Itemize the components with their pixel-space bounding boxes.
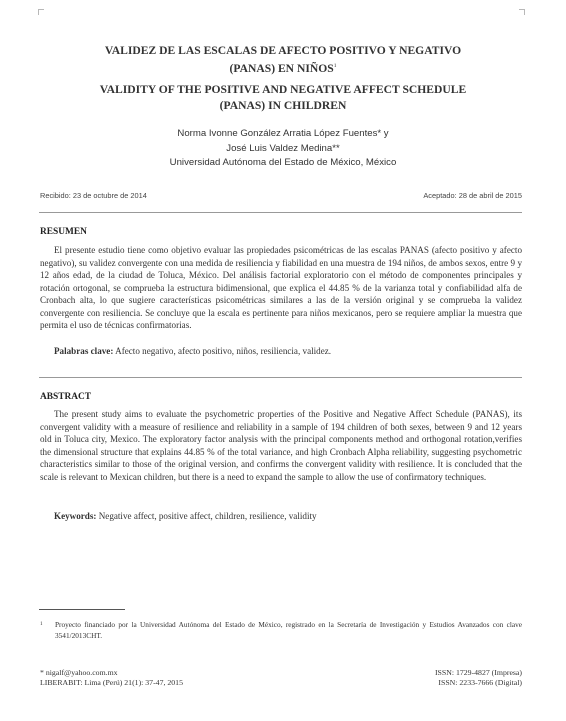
affiliation: Universidad Autónoma del Estado de México, México [169, 157, 397, 168]
abstract-paragraph: The present study aims to evaluate the psychometric properties of the Positive and Negative Affect Schedule (PANAS), its convergent validity with a measure of resilience and reliability in a sample of 194 children of both sexes, between 9 and 12 years old in Toluca city, Mexico. The exploratory factor analysis with the principal components method and orthogonal rotation,verifies the dimensional structure that explains 44.85 % of the total variance, and high Cronbach Alpha reliability, suggesting psychometric characteristics similar to those of the original version, and confirms the convergent validity with resilience. It is concluded that the scale is relevant to Mexican children, but there is a need to expand the sample to allow the use of confirmatory techniques. [40, 409, 522, 482]
authors-line1: Norma Ivonne González Arratia López Fuentes* y [177, 128, 389, 139]
author-email: * nigalf@yahoo.com.mx [40, 668, 118, 677]
resumen-heading: RESUMEN [40, 227, 87, 237]
journal-citation: LIBERABIT: Lima (Perú) 21(1): 37-47, 2015 [40, 678, 183, 687]
author-block [40, 127, 526, 171]
issn-digital: ISSN: 2233-7666 (Digital) [438, 678, 522, 687]
title-spanish-line2: (PANAS) EN NIÑOS [229, 61, 334, 75]
divider-middle [39, 377, 522, 378]
accepted-date: Aceptado: 28 de abril de 2015 [423, 191, 522, 200]
divider-top [39, 212, 522, 213]
footer-left [40, 668, 183, 688]
crop-mark-left [38, 9, 44, 15]
title-english [40, 82, 526, 113]
title-english-line2: (PANAS) IN CHILDREN [219, 98, 347, 112]
abstract-heading: ABSTRACT [40, 392, 92, 402]
authors-line2: José Luis Valdez Medina** [226, 142, 340, 154]
palabras-clave [54, 346, 522, 356]
keywords [54, 511, 522, 521]
footnote-rule [39, 609, 125, 610]
issn-print: ISSN: 1729-4827 (Impresa) [434, 668, 522, 677]
title-spanish [40, 43, 526, 76]
palabras-clave-label: Palabras clave: [54, 346, 114, 356]
footnote-mark: 1 [40, 621, 43, 627]
palabras-clave-text: Afecto negativo, afecto positivo, niños, resiliencia, validez. [115, 346, 332, 356]
title-spanish-line1: VALIDEZ DE LAS ESCALAS DE AFECTO POSITIVO Y NEGATIVO [104, 44, 462, 57]
keywords-text: Negative affect, positive affect, children, resilience, validity [98, 511, 317, 521]
footnote-text: Proyecto financiado por la Universidad Autónoma del Estado de México, registrado en la Secretaría de Investigación y Estudios Avanzados con clave 3541/2013CHT. [55, 620, 522, 640]
title-english-line1: VALIDITY OF THE POSITIVE AND NEGATIVE AFFECT SCHEDULE [99, 83, 467, 96]
title-footnote-mark: 1 [333, 62, 337, 69]
footnote [40, 620, 522, 641]
received-date: Recibido: 23 de octubre de 2014 [40, 191, 147, 200]
keywords-label: Keywords: [54, 511, 97, 521]
resumen-paragraph: El presente estudio tiene como objetivo evaluar las propiedades psicométricas de las escalas PANAS (afecto positivo y afecto negativo), su validez convergente con una medida de resiliencia y fiabilidad en una muestra de 194 niños, de ambos sexos, entre 9 y 12 años edad, de la ciudad de Toluca, México. Del análisis factorial exploratorio con el método de componentes principales y rotación ortogonal, se comprueba la estructura bidimensional, que explica el 44.85 % de la varianza total y confiabilidad alfa de Cronbach alta, lo que sugiere características psicométricas similares a las de la versión original y se comprueba la validez convergente con resiliencia. Se concluye que la escala es pertinente para niños mexicanos, pero se requiere ampliar la muestra que permita el uso de técnicas confirmatorias. [40, 245, 522, 330]
footer-right [435, 668, 522, 688]
crop-mark-right [519, 9, 525, 15]
